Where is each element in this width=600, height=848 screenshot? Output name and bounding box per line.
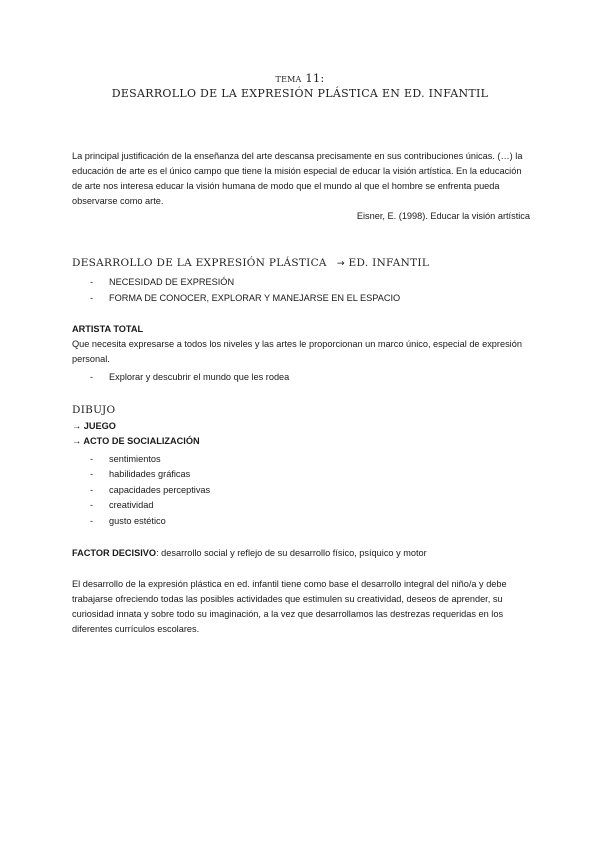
dibujo-heading: DIBUJO [72, 404, 116, 416]
section-desarrollo-list [72, 275, 530, 306]
closing-paragraph [72, 577, 530, 637]
title-topic-number: tema 11: [275, 71, 325, 85]
list-item: - creatividad [72, 498, 530, 514]
artista-text: Que necesita expresarse a todos los niveles y las artes le proporcionan un marco único, especial de expresión personal. [72, 338, 522, 364]
opening-quote [72, 149, 530, 224]
document-title [0, 70, 600, 102]
section-heading-right: ED. INFANTIL [348, 257, 430, 269]
factor-label: FACTOR DECISIVO [72, 548, 157, 558]
arrow-right-icon: → [336, 258, 345, 269]
section-heading-left: DESARROLLO DE LA EXPRESIÓN PLÁSTICA [72, 257, 327, 269]
list-item: - gusto estético [72, 514, 530, 530]
quote-citation: Eisner, E. (1998). Educar la visión artística [356, 210, 530, 221]
artista-heading: ARTISTA TOTAL [72, 324, 144, 334]
list-item: - Explorar y descubrir el mundo que les rodea [72, 370, 530, 386]
list-item: - NECESIDAD DE EXPRESIÓN [72, 275, 530, 291]
dibujo-juego: → JUEGO [72, 421, 116, 431]
factor-line [72, 546, 530, 561]
list-item: - sentimientos [72, 452, 530, 468]
list-item: - FORMA DE CONOCER, EXPLORAR Y MANEJARSE EN EL ESPACIO [72, 291, 530, 307]
dibujo-list [72, 452, 530, 530]
title-topic-name: DESARROLLO DE LA EXPRESIÓN PLÁSTICA EN ED. INFANTIL [111, 87, 489, 100]
quote-text: La principal justificación de la enseñanza del arte descansa precisamente en sus contribuciones únicas. (…) la educación de arte es el único campo que tiene la misión especial de educar la visión artística. En la educación de arte nos interesa educar la visión humana de modo que el mundo al que el hombre se enfrenta pueda observarse como arte. [72, 151, 523, 206]
section-desarrollo-heading [72, 255, 530, 272]
factor-decisivo [72, 546, 530, 561]
closing-paragraph-text: El desarrollo de la expresión plástica en ed. infantil tiene como base el desarrollo integral del niño/a y debe trabajarse ofreciendo todas las posibles actividades que estimulen su creatividad, deseos de aprender, su curiosidad innata y sobre todo su imaginación, a la vez que desarrollamos las destrezas requeridas en los diferentes currículos escolares. [72, 579, 507, 634]
dibujo-socializacion: → ACTO DE SOCIALIZACIÓN [72, 435, 200, 446]
list-item: - habilidades gráficas [72, 467, 530, 483]
section-dibujo [72, 402, 530, 529]
list-item: - capacidades perceptivas [72, 483, 530, 499]
artista-list [72, 370, 530, 386]
factor-text: : desarrollo social y reflejo de su desarrollo físico, psíquico y motor [156, 548, 427, 558]
section-artista-total [72, 322, 530, 385]
section-desarrollo [72, 255, 530, 306]
